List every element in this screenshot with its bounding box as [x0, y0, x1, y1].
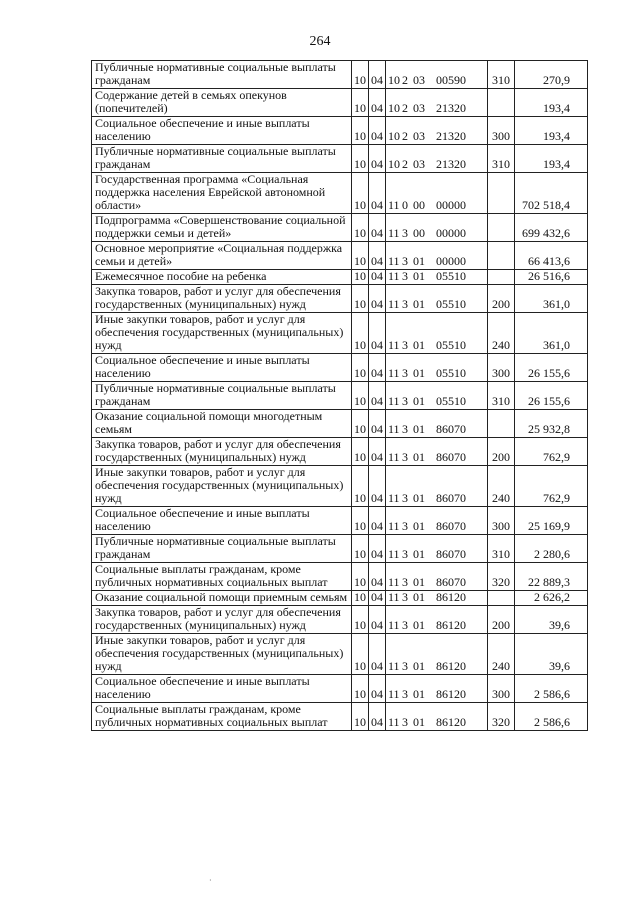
- row-target-article: [386, 591, 488, 606]
- target-article-part: 86120: [436, 659, 466, 673]
- target-article-part: 3: [402, 366, 408, 380]
- row-name: Публичные нормативные социальные выплаты гражданам: [92, 382, 352, 410]
- target-article-part: 11: [388, 254, 400, 268]
- row-section-code: 10: [352, 606, 369, 634]
- target-article-part: 01: [413, 450, 425, 464]
- target-article-part: 3: [402, 687, 408, 701]
- target-article-part: 11: [388, 198, 400, 212]
- row-target-article: [386, 117, 488, 145]
- row-expense-type: 240: [488, 313, 515, 354]
- target-article-part: 10: [388, 157, 400, 171]
- table-row: [92, 242, 588, 270]
- target-article-part: 11: [388, 659, 400, 673]
- row-section-code: 10: [352, 382, 369, 410]
- row-name: Оказание социальной помощи многодетным семьям: [92, 410, 352, 438]
- row-target-article: [386, 145, 488, 173]
- row-expense-type: 200: [488, 606, 515, 634]
- target-article-part: 00590: [436, 73, 466, 87]
- target-article-part: 11: [388, 269, 400, 283]
- row-name: Закупка товаров, работ и услуг для обеспечения государственных (муниципальных) нужд: [92, 438, 352, 466]
- row-expense-type: [488, 591, 515, 606]
- table-row: [92, 410, 588, 438]
- row-target-article: [386, 270, 488, 285]
- row-amount: 699 432,6: [515, 214, 588, 242]
- row-name: Публичные нормативные социальные выплаты гражданам: [92, 535, 352, 563]
- row-section-code: 10: [352, 270, 369, 285]
- row-expense-type: 300: [488, 675, 515, 703]
- target-article-part: 86070: [436, 519, 466, 533]
- target-article-part: 11: [388, 338, 400, 352]
- target-article-part: 03: [413, 129, 425, 143]
- row-subsection-code: 04: [369, 285, 386, 313]
- row-amount: 2 626,2: [515, 591, 588, 606]
- row-subsection-code: 04: [369, 703, 386, 731]
- table-row: [92, 563, 588, 591]
- row-section-code: 10: [352, 354, 369, 382]
- target-article-part: 3: [402, 450, 408, 464]
- row-section-code: 10: [352, 410, 369, 438]
- target-article-part: 2: [402, 101, 408, 115]
- target-article-part: 03: [413, 157, 425, 171]
- target-article-part: 05510: [436, 269, 466, 283]
- target-article-part: 3: [402, 394, 408, 408]
- target-article-part: 86070: [436, 575, 466, 589]
- row-target-article: [386, 466, 488, 507]
- row-subsection-code: 04: [369, 410, 386, 438]
- target-article-part: 86120: [436, 687, 466, 701]
- row-section-code: 10: [352, 438, 369, 466]
- row-amount: 26 516,6: [515, 270, 588, 285]
- target-article-part: 05510: [436, 366, 466, 380]
- row-expense-type: [488, 214, 515, 242]
- row-expense-type: 300: [488, 354, 515, 382]
- target-article-part: 11: [388, 590, 400, 604]
- target-article-part: 11: [388, 575, 400, 589]
- row-expense-type: 300: [488, 117, 515, 145]
- row-target-article: [386, 535, 488, 563]
- row-section-code: 10: [352, 703, 369, 731]
- target-article-part: 11: [388, 226, 400, 240]
- target-article-part: 01: [413, 687, 425, 701]
- target-article-part: 3: [402, 590, 408, 604]
- target-article-part: 01: [413, 422, 425, 436]
- target-article-part: 2: [402, 157, 408, 171]
- target-article-part: 01: [413, 590, 425, 604]
- target-article-part: 3: [402, 491, 408, 505]
- target-article-part: 01: [413, 394, 425, 408]
- row-amount: 26 155,6: [515, 382, 588, 410]
- target-article-part: 01: [413, 547, 425, 561]
- target-article-part: 3: [402, 715, 408, 729]
- table-row: [92, 145, 588, 173]
- row-name: Социальное обеспечение и иные выплаты населению: [92, 354, 352, 382]
- row-name: Социальные выплаты гражданам, кроме публичных нормативных социальных выплат: [92, 563, 352, 591]
- row-amount: 25 169,9: [515, 507, 588, 535]
- row-amount: 762,9: [515, 466, 588, 507]
- target-article-part: 86070: [436, 422, 466, 436]
- target-article-part: 01: [413, 618, 425, 632]
- row-subsection-code: 04: [369, 117, 386, 145]
- row-expense-type: 310: [488, 382, 515, 410]
- target-article-part: 3: [402, 575, 408, 589]
- row-name: Закупка товаров, работ и услуг для обеспечения государственных (муниципальных) нужд: [92, 606, 352, 634]
- row-section-code: 10: [352, 535, 369, 563]
- table-row: [92, 173, 588, 214]
- row-subsection-code: 04: [369, 145, 386, 173]
- row-subsection-code: 04: [369, 606, 386, 634]
- row-section-code: 10: [352, 89, 369, 117]
- table-row: [92, 382, 588, 410]
- row-target-article: [386, 89, 488, 117]
- target-article-part: 01: [413, 269, 425, 283]
- row-target-article: [386, 61, 488, 89]
- table-row: [92, 438, 588, 466]
- row-amount: 39,6: [515, 606, 588, 634]
- target-article-part: 11: [388, 687, 400, 701]
- row-subsection-code: 04: [369, 507, 386, 535]
- row-target-article: [386, 675, 488, 703]
- row-name: Иные закупки товаров, работ и услуг для обеспечения государственных (муниципальных) нужд: [92, 466, 352, 507]
- target-article-part: 21320: [436, 157, 466, 171]
- row-target-article: [386, 285, 488, 313]
- row-target-article: [386, 382, 488, 410]
- target-article-part: 86070: [436, 547, 466, 561]
- row-target-article: [386, 703, 488, 731]
- target-article-part: 05510: [436, 338, 466, 352]
- footer-mark: ·: [209, 876, 212, 885]
- table-row: [92, 535, 588, 563]
- target-article-part: 01: [413, 297, 425, 311]
- target-article-part: 01: [413, 338, 425, 352]
- row-section-code: 10: [352, 285, 369, 313]
- table-row: [92, 285, 588, 313]
- row-expense-type: [488, 242, 515, 270]
- row-expense-type: 200: [488, 438, 515, 466]
- row-section-code: 10: [352, 173, 369, 214]
- row-expense-type: 240: [488, 634, 515, 675]
- target-article-part: 10: [388, 101, 400, 115]
- row-subsection-code: 04: [369, 173, 386, 214]
- target-article-part: 11: [388, 366, 400, 380]
- target-article-part: 01: [413, 715, 425, 729]
- row-subsection-code: 04: [369, 89, 386, 117]
- row-subsection-code: 04: [369, 675, 386, 703]
- row-amount: 2 280,6: [515, 535, 588, 563]
- target-article-part: 11: [388, 519, 400, 533]
- row-subsection-code: 04: [369, 591, 386, 606]
- row-name: Социальные выплаты гражданам, кроме публичных нормативных социальных выплат: [92, 703, 352, 731]
- row-amount: 193,4: [515, 145, 588, 173]
- row-amount: 702 518,4: [515, 173, 588, 214]
- target-article-part: 0: [402, 198, 408, 212]
- row-target-article: [386, 242, 488, 270]
- target-article-part: 00000: [436, 226, 466, 240]
- row-expense-type: 300: [488, 507, 515, 535]
- table-row: [92, 507, 588, 535]
- target-article-part: 03: [413, 101, 425, 115]
- row-expense-type: 240: [488, 466, 515, 507]
- target-article-part: 86070: [436, 450, 466, 464]
- row-amount: 193,4: [515, 89, 588, 117]
- row-subsection-code: 04: [369, 61, 386, 89]
- table-row: [92, 466, 588, 507]
- row-target-article: [386, 563, 488, 591]
- row-section-code: 10: [352, 507, 369, 535]
- row-amount: 39,6: [515, 634, 588, 675]
- row-amount: 762,9: [515, 438, 588, 466]
- row-target-article: [386, 313, 488, 354]
- page-number: 264: [309, 34, 331, 49]
- row-target-article: [386, 214, 488, 242]
- row-section-code: 10: [352, 145, 369, 173]
- row-expense-type: 200: [488, 285, 515, 313]
- row-subsection-code: 04: [369, 634, 386, 675]
- row-name: Государственная программа «Социальная поддержка населения Еврейской автономной области»: [92, 173, 352, 214]
- target-article-part: 11: [388, 618, 400, 632]
- target-article-part: 3: [402, 422, 408, 436]
- row-subsection-code: 04: [369, 535, 386, 563]
- target-article-part: 01: [413, 254, 425, 268]
- row-amount: 193,4: [515, 117, 588, 145]
- row-name: Иные закупки товаров, работ и услуг для обеспечения государственных (муниципальных) нужд: [92, 634, 352, 675]
- target-article-part: 21320: [436, 101, 466, 115]
- row-section-code: 10: [352, 117, 369, 145]
- target-article-part: 3: [402, 519, 408, 533]
- row-subsection-code: 04: [369, 382, 386, 410]
- row-name: Публичные нормативные социальные выплаты гражданам: [92, 61, 352, 89]
- row-subsection-code: 04: [369, 242, 386, 270]
- row-name: Социальное обеспечение и иные выплаты населению: [92, 675, 352, 703]
- row-subsection-code: 04: [369, 270, 386, 285]
- target-article-part: 2: [402, 129, 408, 143]
- target-article-part: 3: [402, 338, 408, 352]
- row-expense-type: 310: [488, 145, 515, 173]
- target-article-part: 01: [413, 366, 425, 380]
- target-article-part: 3: [402, 269, 408, 283]
- row-section-code: 10: [352, 634, 369, 675]
- row-subsection-code: 04: [369, 214, 386, 242]
- target-article-part: 01: [413, 659, 425, 673]
- target-article-part: 21320: [436, 129, 466, 143]
- row-amount: 26 155,6: [515, 354, 588, 382]
- row-section-code: 10: [352, 214, 369, 242]
- row-expense-type: 320: [488, 703, 515, 731]
- table-row: [92, 117, 588, 145]
- row-section-code: 10: [352, 675, 369, 703]
- target-article-part: 05510: [436, 394, 466, 408]
- row-subsection-code: 04: [369, 354, 386, 382]
- table-body: [92, 61, 588, 731]
- target-article-part: 01: [413, 575, 425, 589]
- row-expense-type: 310: [488, 61, 515, 89]
- target-article-part: 10: [388, 129, 400, 143]
- row-subsection-code: 04: [369, 313, 386, 354]
- target-article-part: 11: [388, 547, 400, 561]
- row-name: Содержание детей в семьях опекунов (попечителей): [92, 89, 352, 117]
- target-article-part: 86120: [436, 715, 466, 729]
- target-article-part: 01: [413, 519, 425, 533]
- table-row: [92, 354, 588, 382]
- budget-table: [91, 60, 588, 731]
- row-amount: 25 932,8: [515, 410, 588, 438]
- row-name: Иные закупки товаров, работ и услуг для обеспечения государственных (муниципальных) нужд: [92, 313, 352, 354]
- row-name: Подпрограмма «Совершенствование социальной поддержки семьи и детей»: [92, 214, 352, 242]
- row-section-code: 10: [352, 61, 369, 89]
- row-name: Социальное обеспечение и иные выплаты населению: [92, 507, 352, 535]
- row-section-code: 10: [352, 563, 369, 591]
- target-article-part: 10: [388, 73, 400, 87]
- target-article-part: 3: [402, 226, 408, 240]
- target-article-part: 11: [388, 394, 400, 408]
- table-row: [92, 214, 588, 242]
- row-expense-type: [488, 410, 515, 438]
- row-target-article: [386, 606, 488, 634]
- row-target-article: [386, 507, 488, 535]
- table-row: [92, 89, 588, 117]
- row-amount: 361,0: [515, 285, 588, 313]
- target-article-part: 01: [413, 491, 425, 505]
- row-expense-type: 310: [488, 535, 515, 563]
- row-amount: 2 586,6: [515, 675, 588, 703]
- target-article-part: 3: [402, 659, 408, 673]
- target-article-part: 11: [388, 450, 400, 464]
- row-amount: 2 586,6: [515, 703, 588, 731]
- row-amount: 361,0: [515, 313, 588, 354]
- target-article-part: 11: [388, 422, 400, 436]
- row-subsection-code: 04: [369, 563, 386, 591]
- target-article-part: 00000: [436, 254, 466, 268]
- target-article-part: 00000: [436, 198, 466, 212]
- row-name: Закупка товаров, работ и услуг для обеспечения государственных (муниципальных) нужд: [92, 285, 352, 313]
- target-article-part: 00: [413, 226, 425, 240]
- row-section-code: 10: [352, 313, 369, 354]
- table-row: [92, 270, 588, 285]
- table-row: [92, 313, 588, 354]
- row-name: Публичные нормативные социальные выплаты гражданам: [92, 145, 352, 173]
- row-target-article: [386, 410, 488, 438]
- row-name: Основное мероприятие «Социальная поддержка семьи и детей»: [92, 242, 352, 270]
- row-target-article: [386, 354, 488, 382]
- row-name: Ежемесячное пособие на ребенка: [92, 270, 352, 285]
- row-subsection-code: 04: [369, 438, 386, 466]
- target-article-part: 03: [413, 73, 425, 87]
- table-row: [92, 634, 588, 675]
- row-expense-type: [488, 173, 515, 214]
- target-article-part: 05510: [436, 297, 466, 311]
- table-row: [92, 591, 588, 606]
- row-section-code: 10: [352, 242, 369, 270]
- row-section-code: 10: [352, 591, 369, 606]
- row-section-code: 10: [352, 466, 369, 507]
- table-row: [92, 675, 588, 703]
- target-article-part: 3: [402, 618, 408, 632]
- target-article-part: 11: [388, 297, 400, 311]
- row-amount: 66 413,6: [515, 242, 588, 270]
- table-row: [92, 606, 588, 634]
- target-article-part: 86120: [436, 590, 466, 604]
- target-article-part: 2: [402, 73, 408, 87]
- row-amount: 270,9: [515, 61, 588, 89]
- table-row: [92, 703, 588, 731]
- row-expense-type: [488, 89, 515, 117]
- row-target-article: [386, 438, 488, 466]
- row-expense-type: 320: [488, 563, 515, 591]
- target-article-part: 11: [388, 491, 400, 505]
- target-article-part: 3: [402, 297, 408, 311]
- row-target-article: [386, 634, 488, 675]
- target-article-part: 11: [388, 715, 400, 729]
- target-article-part: 3: [402, 547, 408, 561]
- row-subsection-code: 04: [369, 466, 386, 507]
- target-article-part: 86120: [436, 618, 466, 632]
- row-amount: 22 889,3: [515, 563, 588, 591]
- row-name: Социальное обеспечение и иные выплаты населению: [92, 117, 352, 145]
- target-article-part: 00: [413, 198, 425, 212]
- target-article-part: 3: [402, 254, 408, 268]
- table-row: [92, 61, 588, 89]
- row-name: Оказание социальной помощи приемным семьям: [92, 591, 352, 606]
- target-article-part: 86070: [436, 491, 466, 505]
- row-expense-type: [488, 270, 515, 285]
- row-target-article: [386, 173, 488, 214]
